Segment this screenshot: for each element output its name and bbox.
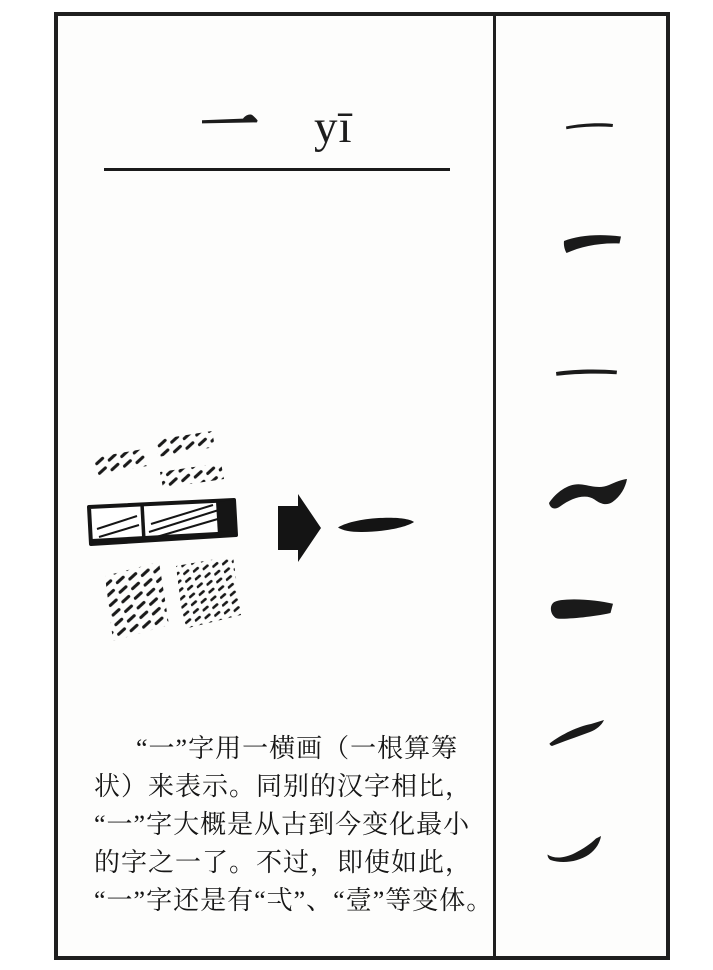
bronze-inscription-form-icon [564, 235, 621, 253]
regular-script-form-icon [551, 599, 613, 618]
seal-script-form-icon [556, 370, 617, 376]
result-character-text [58, 16, 59, 17]
rod-mats [105, 556, 241, 641]
running-script-form-icon [550, 720, 605, 746]
paragraph-line: 的字之一了。不过，即使如此， [94, 848, 473, 877]
result-character-stroke [338, 518, 414, 532]
oracle-bone-form-icon [566, 123, 613, 129]
pinyin-label: yī [314, 101, 353, 153]
paragraph-line: “一”字用一横画（一根算筹 [136, 734, 459, 763]
headword-character-text [58, 16, 59, 17]
right-block-arrow-icon [278, 494, 321, 562]
etymology-illustration [85, 428, 430, 663]
main-panel [58, 16, 493, 956]
explanation-paragraph [94, 730, 494, 920]
paragraph-line: 状）来表示。同别的汉字相比， [94, 772, 473, 801]
header-underline [104, 168, 450, 171]
cursive-script-form-icon [548, 836, 602, 862]
paragraph-line: “一”字还是有“弌”、“壹”等变体。 [94, 886, 494, 915]
clerical-script-form-icon [549, 479, 627, 508]
book-page-frame [54, 12, 670, 960]
small-counting-rods [92, 431, 224, 488]
paragraph-line: “一”字大概是从古到今变化最小 [94, 810, 471, 839]
main-counting-rod [89, 500, 236, 544]
headword-character [198, 111, 262, 131]
evolution-column [496, 16, 666, 956]
evolution-forms-svg [496, 16, 666, 956]
